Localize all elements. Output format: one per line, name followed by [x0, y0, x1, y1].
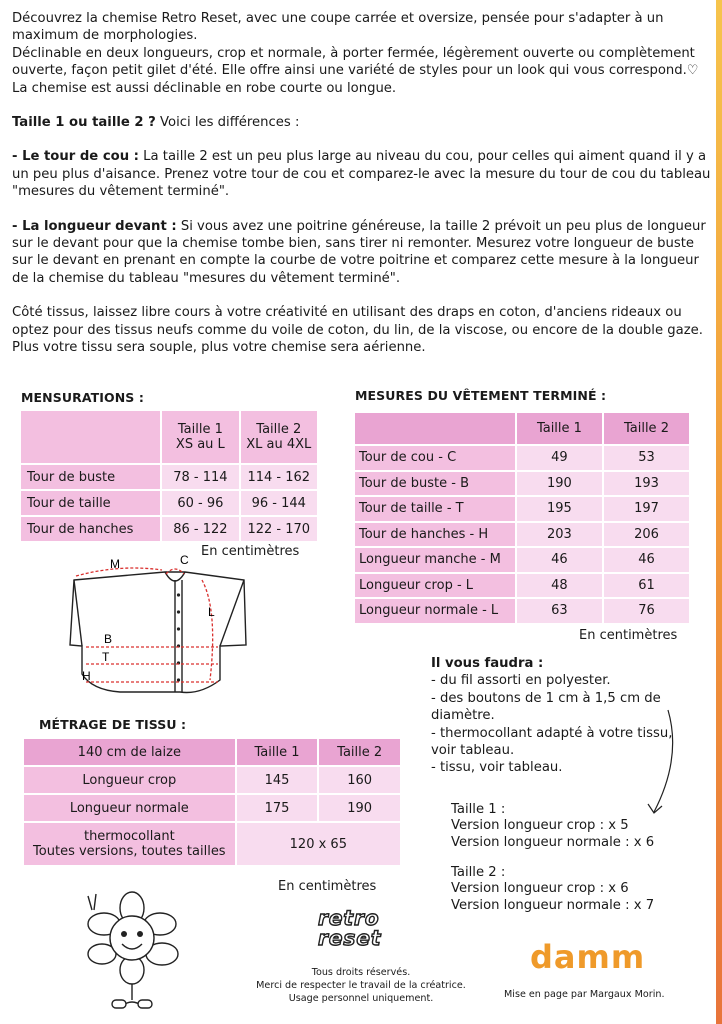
length-difference [12, 218, 712, 288]
size-question-rest: Voici les différences : [155, 115, 300, 131]
neck-difference [12, 148, 712, 200]
rights-line-2: Merci de respecter le travail de la créatrice. [256, 980, 466, 991]
buttons-size1 [451, 802, 654, 851]
mesures-corner [354, 412, 516, 445]
intro-paragraph-3: La chemise est aussi déclinable en robe courte ou longue. [12, 80, 397, 96]
label-m: M [110, 557, 120, 571]
thermocollant-value: 120 x 65 [236, 822, 401, 866]
table-row: Longueur crop 145 160 [23, 766, 401, 794]
decorative-edge [716, 0, 722, 1024]
table-row: Tour de hanches 86 - 122 122 - 170 [20, 516, 318, 542]
metrage-header-t1: Taille 1 [236, 738, 319, 766]
table-row: Tour de buste 78 - 114 114 - 162 [20, 464, 318, 490]
rights-notice [240, 966, 482, 1005]
table-row: Tour de taille 60 - 96 96 - 144 [20, 490, 318, 516]
table-row: Tour de hanches - H 203 206 [354, 522, 690, 548]
buttons-size2-title: Taille 2 : [451, 865, 506, 880]
table-row: Longueur manche - M 46 46 [354, 547, 690, 573]
intro-text [12, 10, 712, 357]
fabric-paragraph: Côté tissus, laissez libre cours à votre créativité en utilisant des draps en coton, d'anciens rideaux ou optez pour des tissus neufs comme du voile de coton, du lin, de la viscose, ou encore de la double gaze. Plus votre tissu sera souple, plus votre chemise sera aérienne. [12, 305, 703, 356]
buttons-size1-normal: Version longueur normale : x 6 [451, 834, 655, 850]
buttons-size1-crop: Version longueur crop : x 5 [451, 818, 629, 834]
label-b: B [104, 632, 113, 646]
label-h: H [82, 669, 91, 683]
table-row: Tour de cou - C 49 53 [354, 445, 690, 471]
length-difference-bold: - La longueur devant : [12, 218, 177, 234]
mensurations-header-t2: Taille 2 XL au 4XL [240, 410, 318, 464]
table-row: Tour de taille - T 195 197 [354, 496, 690, 522]
flower-mascot-icon [82, 888, 182, 1016]
mensurations-header-t1: Taille 1 XS au L [161, 410, 239, 464]
table-row [23, 822, 401, 866]
mesures-title: MESURES DU VÊTEMENT TERMINÉ : [355, 388, 607, 403]
needs-item: - tissu, voir tableau. [431, 760, 563, 776]
table-row: Tour de buste - B 190 193 [354, 471, 690, 497]
shirt-outline [70, 572, 246, 693]
table-row: Longueur normale - L 63 76 [354, 598, 690, 624]
mesures-header-t2: Taille 2 [603, 412, 690, 445]
buttons-size1-title: Taille 1 : [451, 802, 506, 817]
retro-reset-logo [318, 908, 381, 948]
length-difference-text: Si vous avez une poitrine généreuse, la taille 2 prévoit un peu plus de longueur sur le devant pour que la chemise tombe bien, sans tirer ni remonter. Mesurez votre longueur de buste sur le devant en prenant en compte la courbe de votre poitrine et comparez cette mesure à la longueur de la chemise du tableau "mesures du vêtement terminé". [12, 218, 706, 286]
intro-paragraph-2: Déclinable en deux longueurs, crop et normale, à porter fermée, légèrement ouverte ou complètement ouverte, façon petit gilet d'été. Elle offre ainsi une variété de styles pour un look qui vous correspond.♡ [12, 45, 699, 79]
shirt-diagram [60, 550, 260, 710]
rights-line-1: Tous droits réservés. [311, 967, 411, 978]
shirt-buttons [177, 593, 180, 681]
neck-difference-bold: - Le tour de cou : [12, 149, 139, 165]
measurement-lines [76, 568, 218, 682]
metrage-title: MÉTRAGE DE TISSU : [39, 717, 187, 732]
size-question-bold: Taille 1 ou taille 2 ? [12, 115, 156, 131]
mensurations-table [19, 409, 319, 543]
mensurations-corner [20, 410, 161, 464]
table-row: Longueur crop - L 48 61 [354, 573, 690, 599]
needs-item: - du fil assorti en polyester. [431, 673, 611, 689]
metrage-unit-note: En centimètres [278, 879, 377, 894]
needs-title: Il vous faudra : [431, 656, 544, 671]
label-c: C [180, 553, 189, 567]
mensurations-title: MENSURATIONS : [21, 390, 144, 405]
mensurations-unit-note: En centimètres [201, 544, 300, 559]
mesures-header-t1: Taille 1 [516, 412, 603, 445]
buttons-size2-crop: Version longueur crop : x 6 [451, 881, 629, 897]
neck-difference-text: La taille 2 est un peu plus large au niveau du cou, pour celles qui aiment quand il y a un peu plus d'aisance. Prenez votre tour de cou et comparez-le avec la mesure du tour de cou du tableau "mesures du vêtement terminé". [12, 149, 711, 200]
measure-line-l [202, 580, 213, 680]
label-t: T [102, 650, 110, 664]
layout-credit: Mise en page par Margaux Morin. [504, 989, 665, 1000]
thermocollant-label: thermocollant Toutes versions, toutes tailles [23, 822, 236, 866]
logo-line-1: retro [318, 906, 380, 930]
size-question [12, 114, 712, 131]
needs-item: - des boutons de 1 cm à 1,5 cm de diamètre. [431, 690, 661, 724]
buttons-size2 [451, 865, 654, 914]
intro-paragraph-1: Découvrez la chemise Retro Reset, avec une coupe carrée et oversize, pensée pour s'adapter à un maximum de morphologies. [12, 11, 664, 44]
needs-item: - thermocollant adapté à votre tissu, voir tableau. [431, 725, 673, 759]
metrage-header-laize: 140 cm de laize [23, 738, 236, 766]
brand-logo: damm [530, 938, 646, 976]
logo-line-2: reset [318, 926, 382, 950]
mesures-unit-note: En centimètres [579, 628, 678, 643]
metrage-table [22, 737, 402, 867]
metrage-header-t2: Taille 2 [318, 738, 401, 766]
label-l: L [208, 605, 215, 619]
table-row: Longueur normale 175 190 [23, 794, 401, 822]
mesures-table [353, 411, 691, 625]
buttons-size2-normal: Version longueur normale : x 7 [451, 897, 655, 913]
rights-line-3: Usage personnel uniquement. [288, 993, 434, 1004]
